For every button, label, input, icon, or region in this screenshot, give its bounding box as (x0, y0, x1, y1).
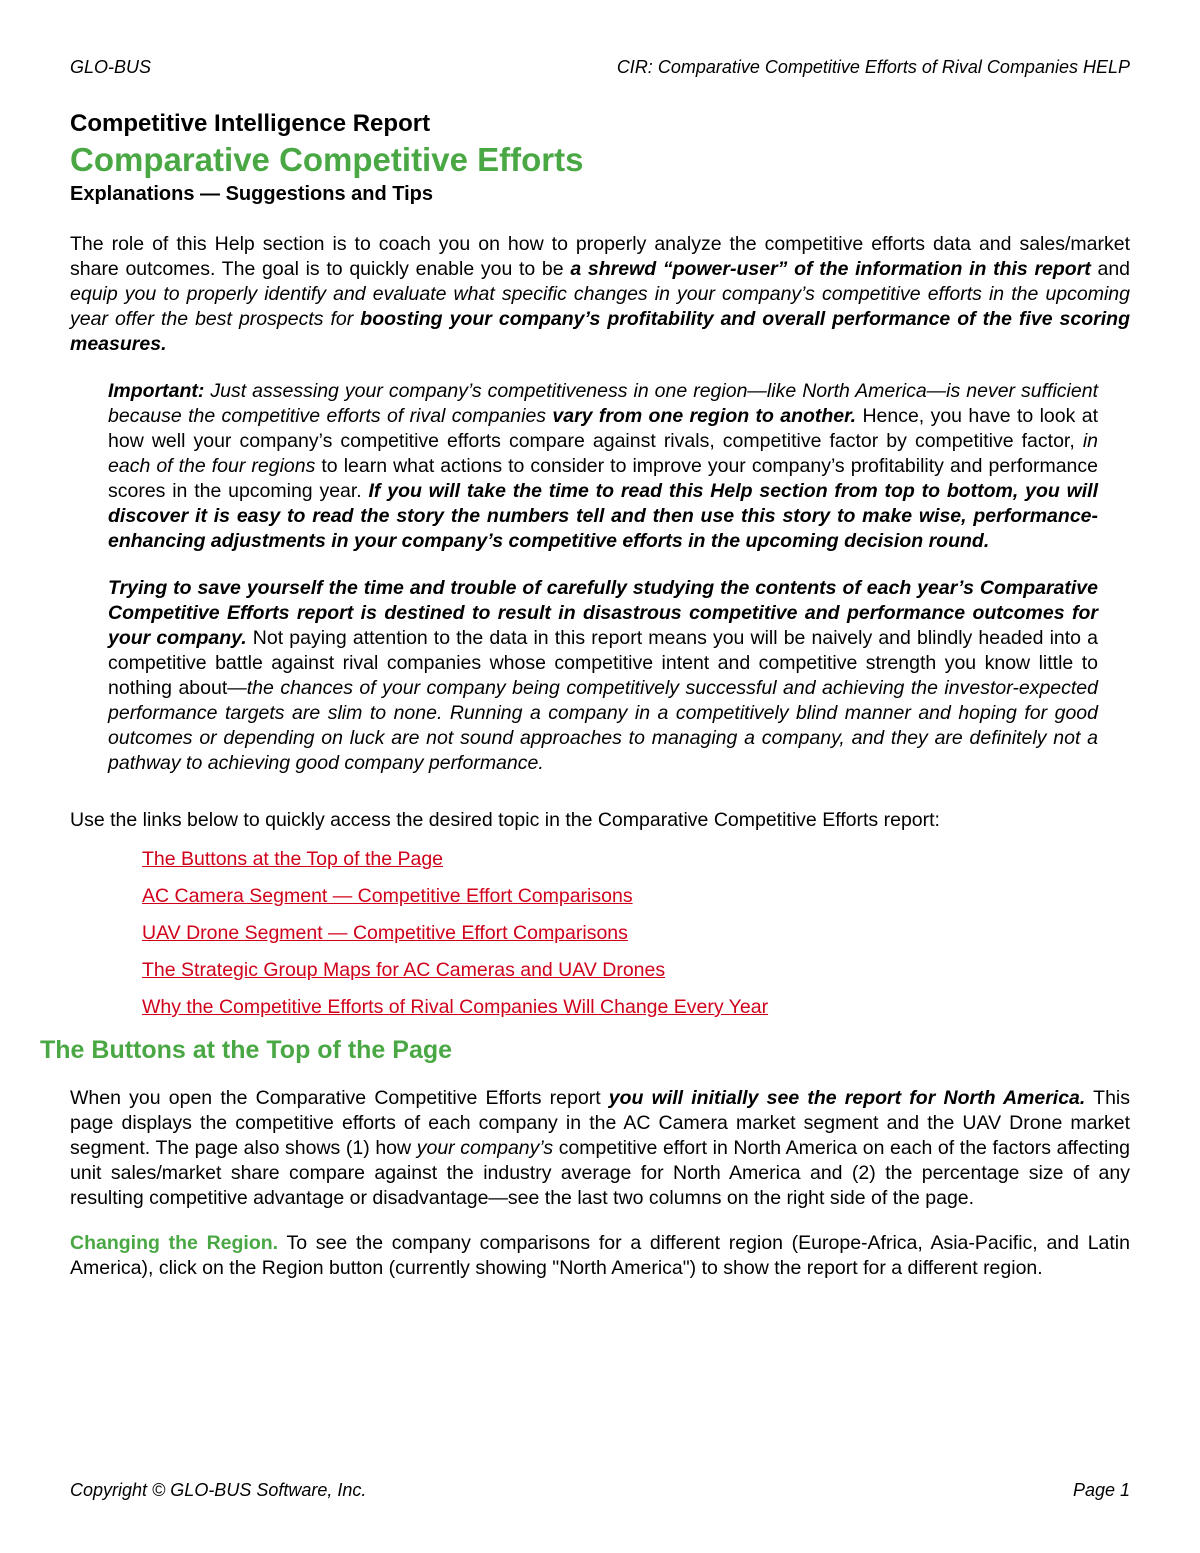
topic-links (142, 847, 1130, 1020)
warning-text-1: Trying to save yourself the time and trouble of carefully studying the contents of each year’s Comparative Competitive Efforts report is destined to result in disastrous competitive and performance outcomes for your company. (108, 577, 1098, 649)
changing-region-lead: Changing the Region. (70, 1232, 279, 1254)
changing-region-text: To see the company comparisons for a different region (Europe-Africa, Asia-Pacific, and Latin America), click on the Region button (currently showing "North America") to show the report for a different region. (70, 1232, 1130, 1279)
intro-text-3: and (1090, 258, 1131, 280)
list-item (142, 958, 1130, 983)
important-text-6: If you will take the time to read this Help section from top to bottom, you will discover it is easy to read the story the numbers tell and then use this story to make wise, performance-enhancing adjustments in your company’s competitive efforts in the upcoming decision round. (108, 480, 1098, 552)
list-item (142, 921, 1130, 946)
important-text-2: vary from one region to another. (552, 405, 857, 427)
header-app-name: GLO-BUS (70, 57, 152, 77)
important-text-3: Hence, you have to look at how well your company’s competitive efforts compare against rivals, competitive factor by competitive factor, (108, 405, 1098, 452)
header-section-title: CIR: Comparative Competitive Efforts of Rival Companies HELP (616, 57, 1130, 77)
links-intro: Use the links below to quickly access the desired topic in the Comparative Competitive Efforts report: (70, 809, 940, 831)
warning-text-4: Running a company in a competitively blind manner and hoping for good outcomes or depending on luck are not sound approaches to managing a company, and they are definitely not a pathway to achieving good company performance. (108, 702, 1098, 774)
intro-paragraph (70, 232, 1130, 357)
link-uav-drone-segment[interactable]: UAV Drone Segment — Competitive Effort Comparisons (142, 922, 628, 944)
warning-paragraph (108, 576, 1098, 776)
list-item (142, 995, 1130, 1020)
main-title: Comparative Competitive Efforts (70, 141, 584, 178)
footer-page-number: Page 1 (1072, 1480, 1130, 1500)
section-text-3: This page displays the competitive efforts of each company in the AC Camera market segment and the UAV Drone market segment. The page also shows (1) how (70, 1087, 1131, 1159)
intro-text-1: The role of this Help section is to coach you on how to properly analyze the competitive efforts data and sales/market share outcomes. The goal is to quickly enable you to be (70, 233, 1130, 280)
report-title: Competitive Intelligence Report (70, 110, 431, 137)
intro-text-2: a shrewd “power-user” of the information in this report (570, 258, 1091, 280)
list-item (142, 884, 1130, 909)
list-item (142, 847, 1130, 872)
link-strategic-group-maps[interactable]: The Strategic Group Maps for AC Cameras and UAV Drones (142, 959, 666, 981)
subtitle: Explanations — Suggestions and Tips (70, 183, 434, 205)
warning-text-2: Not paying attention to the data in this report means you will be naively and blindly headed into a competitive battle against rival companies whose competitive intent and competitive strength you know little to nothing about— (108, 627, 1098, 699)
document-body (40, 232, 1131, 1281)
title-block (70, 108, 1130, 208)
important-label: Important: (108, 380, 205, 402)
section-text-4: your company’s (416, 1137, 554, 1159)
section-paragraph-2 (70, 1231, 1130, 1281)
important-text-1: Just assessing your company’s competitiveness in one region—like North America—is never sufficient because the competitive efforts of rival companies (108, 380, 1098, 427)
section-text-5: competitive effort in North America on each of the factors affecting unit sales/market share compare against the industry average for North America and (2) the percentage size of any resulting competitive advantage or disadvantage—see the last two columns on the right side of the page. (70, 1137, 1130, 1209)
link-buttons-top[interactable]: The Buttons at the Top of the Page (142, 848, 444, 870)
warning-text-3: the chances of your company being competitively successful and achieving the investor-expected performance targets are slim to none. (108, 677, 1098, 724)
section-heading: The Buttons at the Top of the Page (40, 1036, 453, 1064)
footer-copyright: Copyright © GLO-BUS Software, Inc. (70, 1480, 367, 1500)
important-text-4: in each of the four regions (108, 430, 1098, 477)
section-text-1: When you open the Comparative Competitive Efforts report (70, 1087, 609, 1109)
link-ac-camera-segment[interactable]: AC Camera Segment — Competitive Effort Comparisons (142, 885, 633, 907)
page-header (70, 57, 1130, 78)
link-why-efforts-change[interactable]: Why the Competitive Efforts of Rival Companies Will Change Every Year (142, 996, 769, 1018)
intro-text-4: equip you to properly identify and evaluate what specific changes in your company’s competitive efforts in the upcoming year offer the best prospects for (70, 283, 1130, 330)
section-paragraph-1 (70, 1086, 1130, 1211)
intro-text-5: boosting your company’s profitability and overall performance of the five scoring measures. (70, 308, 1130, 355)
page-footer (70, 1480, 1130, 1501)
important-text-5: to learn what actions to consider to improve your company’s profitability and performance scores in the upcoming year. (108, 455, 1098, 502)
important-paragraph (108, 379, 1098, 554)
section-text-2: you will initially see the report for North America. (608, 1087, 1086, 1109)
